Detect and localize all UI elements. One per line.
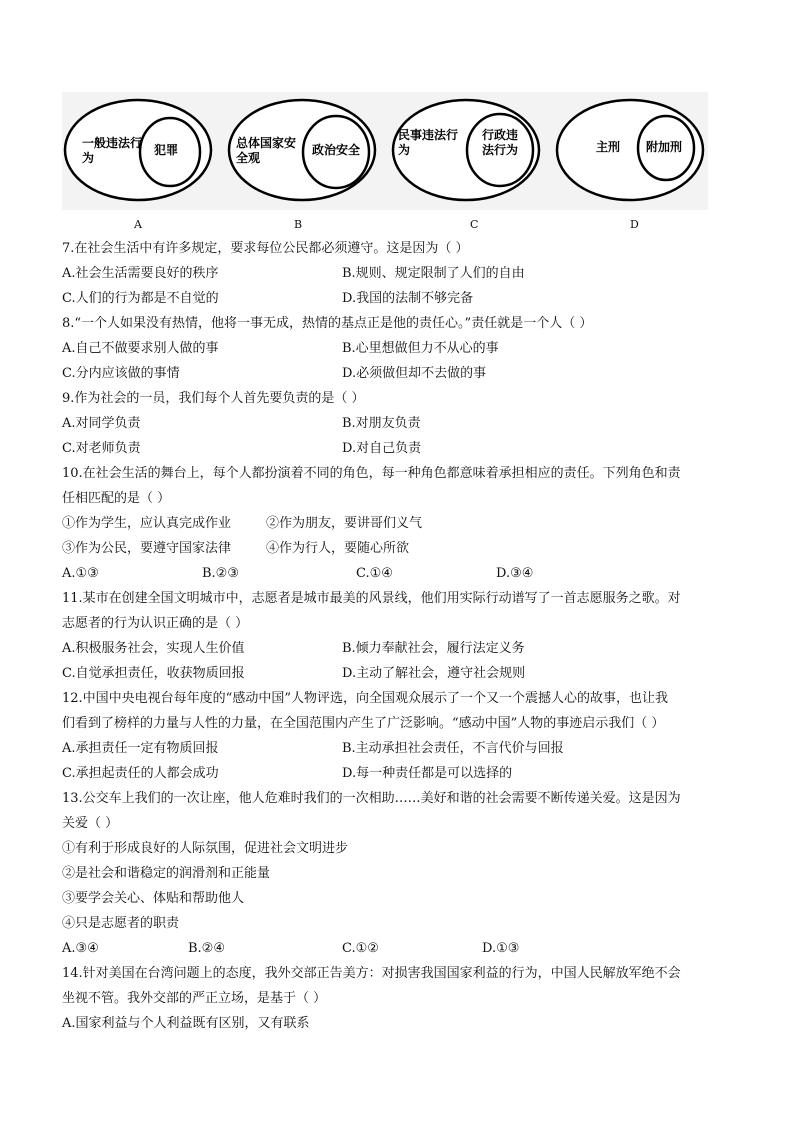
- q12-option-c: C.承担起责任的人都会成功: [62, 766, 219, 781]
- q11-option-a: A.积极服务社会，实现人生价值: [62, 641, 245, 656]
- q13-statement-4: ④只是志愿者的职责: [62, 916, 180, 931]
- q11-stem-line2: 志愿者的行为认识正确的是（ ）: [62, 616, 249, 631]
- diagram-b-inner-label: 政治安全: [312, 143, 361, 157]
- q9-option-b: B.对朋友负责: [342, 416, 421, 431]
- diagram-d-outer-label: 主刑: [596, 140, 621, 154]
- q7-option-b: B.规则、规定限制了人们的自由: [342, 266, 525, 281]
- q13-statement-3: ③要学会关心、体贴和帮助他人: [62, 891, 245, 906]
- diagram-letter-a: A: [134, 218, 142, 231]
- q7-option-a: A.社会生活需要良好的秩序: [62, 266, 219, 281]
- q9-option-d: D.对自己负责: [342, 441, 422, 456]
- q13-statement-2: ②是社会和谐稳定的润滑剂和正能量: [62, 866, 271, 881]
- q12-stem-line1: 12.中国中央电视台每年度的“感动中国”人物评选，向全国观众展示了一个又一个震撼人心的故事，也让我: [62, 691, 668, 706]
- q10-stem-line2: 任相匹配的是（ ）: [62, 491, 171, 506]
- q10-statement-4: ④作为行人，要随心所欲: [266, 541, 410, 556]
- diagram-a-outer-label: 一般违法行 为: [82, 136, 143, 165]
- q8-option-c: C.分内应该做的事情: [62, 366, 180, 381]
- q10-option-c: C.①④: [356, 566, 393, 581]
- q11-option-c: C.自觉承担责任，收获物质回报: [62, 666, 245, 681]
- q13-option-b: B.②④: [188, 941, 225, 956]
- q14-option-a: A.国家利益与个人利益既有区别，又有联系: [62, 1016, 310, 1031]
- diagram-d-inner-label: 附加刑: [646, 140, 683, 154]
- venn-diagram-strip: [62, 92, 708, 210]
- diagram-b-outer-label: 总体国家安 全观: [236, 136, 297, 165]
- q10-option-b: B.②③: [202, 566, 239, 581]
- q9-stem: 9.作为社会的一员，我们每个人首先要负责的是（ ）: [62, 391, 365, 406]
- q7-option-d: D.我国的法制不够完备: [342, 291, 474, 306]
- q14-stem-line1: 14.针对美国在台湾问题上的态度，我外交部正告美方：对损害我国国家利益的行为，中国人民解放军绝不会: [62, 966, 681, 981]
- q13-stem-line1: 13.公交车上我们的一次让座，他人危难时我们的一次相助……美好和谐的社会需要不断传递关爱。这是因为: [62, 791, 681, 806]
- q7-stem: 7.在社会生活中有许多规定，要求每位公民都必须遵守。这是因为（ ）: [62, 241, 469, 256]
- diagram-c: [390, 92, 542, 210]
- q7-option-c: C.人们的行为都是不自觉的: [62, 291, 219, 306]
- q11-option-b: B.倾力奉献社会，履行法定义务: [342, 641, 525, 656]
- diagram-letter-c: C: [470, 218, 479, 231]
- q13-option-a: A.③④: [62, 941, 99, 956]
- q10-stem-line1: 10.在社会生活的舞台上，每个人都扮演着不同的角色，每一种角色都意味着承担相应的责任。下列角色和责: [62, 466, 681, 481]
- q9-option-a: A.对同学负责: [62, 416, 141, 431]
- diagram-c-outer-label: 民事违法行 为: [398, 128, 459, 157]
- diagram-letter-b: B: [294, 218, 303, 231]
- q10-statement-1: ①作为学生，应认真完成作业: [62, 516, 232, 531]
- q12-option-a: A.承担责任一定有物质回报: [62, 741, 219, 756]
- diagram-a: [62, 92, 214, 210]
- diagram-option-letters: [0, 218, 794, 234]
- diagram-d: [554, 92, 706, 210]
- q13-option-c: C.①②: [342, 941, 379, 956]
- q8-stem: 8.“一个人如果没有热情，他将一事无成，热情的基点正是他的责任心。”责任就是一个人（ ）: [62, 316, 593, 331]
- q13-statement-1: ①有利于形成良好的人际氛围，促进社会文明进步: [62, 841, 349, 856]
- q10-option-a: A.①③: [62, 566, 99, 581]
- q8-option-d: D.必须做但却不去做的事: [342, 366, 487, 381]
- q12-option-b: B.主动承担社会责任，不言代价与回报: [342, 741, 564, 756]
- q9-option-c: C.对老师负责: [62, 441, 141, 456]
- q10-option-d: D.③④: [496, 566, 534, 581]
- q13-stem-line2: 关爱（ ）: [62, 816, 119, 831]
- diagram-c-inner-label: 行政违 法行为: [482, 128, 519, 157]
- q12-stem-line2: 们看到了榜样的力量与人性的力量，在全国范围内产生了广泛影响。“感动中国”人物的事迹启示我们（ ）: [62, 716, 665, 731]
- q14-stem-line2: 坐视不管。我外交部的严正立场，是基于（ ）: [62, 991, 327, 1006]
- diagram-d-ellipses: [554, 92, 706, 210]
- q13-option-d: D.①③: [482, 941, 520, 956]
- q11-option-d: D.主动了解社会，遵守社会规则: [342, 666, 526, 681]
- q11-stem-line1: 11.某市在创建全国文明城市中，志愿者是城市最美的风景线，他们用实际行动谱写了一首志愿服务之歌。对: [62, 591, 681, 606]
- diagram-b: [226, 92, 378, 210]
- q10-statement-2: ②作为朋友，要讲哥们义气: [266, 516, 423, 531]
- q10-statement-3: ③作为公民，要遵守国家法律: [62, 541, 232, 556]
- diagram-a-inner-label: 犯罪: [154, 143, 179, 157]
- diagram-letter-d: D: [630, 218, 639, 231]
- q8-option-a: A.自己不做要求别人做的事: [62, 341, 219, 356]
- q8-option-b: B.心里想做但力不从心的事: [342, 341, 499, 356]
- q12-option-d: D.每一种责任都是可以选择的: [342, 766, 513, 781]
